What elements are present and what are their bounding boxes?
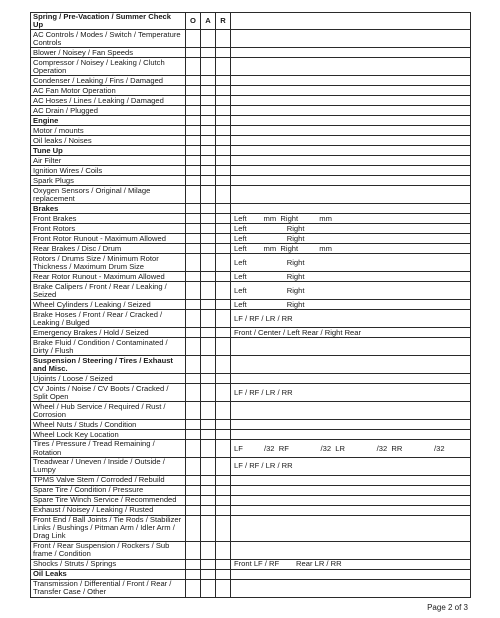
table-row: [31, 214, 471, 224]
o-checkbox-cell[interactable]: [186, 48, 201, 58]
notes-cell[interactable]: [231, 420, 471, 430]
table-row: [31, 310, 471, 328]
o-checkbox-cell[interactable]: [186, 485, 201, 495]
inspection-item: Wheel Nuts / Studs / Condition: [31, 420, 186, 430]
notes-prompt: Left Right: [234, 233, 305, 243]
inspection-item: AC Hoses / Lines / Leaking / Damaged: [31, 96, 186, 106]
table-row: [31, 485, 471, 495]
section-title: Oil Leaks: [31, 569, 186, 579]
table-row: [31, 430, 471, 440]
a-checkbox-cell[interactable]: [201, 282, 216, 300]
table-row: [31, 86, 471, 96]
a-checkbox-cell[interactable]: [201, 214, 216, 224]
notes-cell[interactable]: [231, 541, 471, 559]
table-row: [31, 272, 471, 282]
o-checkbox-cell[interactable]: [186, 356, 201, 374]
a-checkbox-cell[interactable]: [201, 495, 216, 505]
table-row: [31, 282, 471, 300]
o-checkbox-cell[interactable]: [186, 234, 201, 244]
notes-cell[interactable]: [231, 30, 471, 48]
table-row: [31, 166, 471, 176]
r-checkbox-cell[interactable]: [216, 86, 231, 96]
r-checkbox-cell[interactable]: [216, 254, 231, 272]
a-checkbox-cell[interactable]: [201, 475, 216, 485]
inspection-item: Ignition Wires / Coils: [31, 166, 186, 176]
o-checkbox-cell[interactable]: [186, 126, 201, 136]
notes-cell[interactable]: [231, 430, 471, 440]
r-checkbox-cell[interactable]: [216, 96, 231, 106]
a-checkbox-cell[interactable]: [201, 402, 216, 420]
a-checkbox-cell[interactable]: [201, 48, 216, 58]
a-checkbox-cell[interactable]: [201, 310, 216, 328]
r-checkbox-cell[interactable]: [216, 186, 231, 204]
a-checkbox-cell[interactable]: [201, 176, 216, 186]
a-checkbox-cell[interactable]: [201, 515, 216, 541]
notes-cell[interactable]: [231, 146, 471, 156]
o-checkbox-cell[interactable]: [186, 475, 201, 485]
notes-cell[interactable]: [231, 106, 471, 116]
notes-cell[interactable]: [231, 126, 471, 136]
r-checkbox-cell[interactable]: [216, 214, 231, 224]
o-checkbox-cell[interactable]: [186, 569, 201, 579]
notes-cell[interactable]: [231, 86, 471, 96]
table-row: [31, 234, 471, 244]
inspection-item: Air Filter: [31, 156, 186, 166]
notes-prompt: Left Right: [234, 271, 305, 281]
o-checkbox-cell[interactable]: [186, 116, 201, 126]
section-row: [31, 146, 471, 156]
a-checkbox-cell[interactable]: [201, 186, 216, 204]
inspection-item: TPMS Valve Stem / Corroded / Rebuild: [31, 475, 186, 485]
r-checkbox-cell[interactable]: [216, 384, 231, 402]
r-checkbox-cell[interactable]: [216, 338, 231, 356]
a-checkbox-cell[interactable]: [201, 244, 216, 254]
r-checkbox-cell[interactable]: [216, 579, 231, 597]
notes-prompt: Front / Center / Left Rear / Right Rear: [234, 327, 362, 337]
notes-prompt: Left mm Right mm: [234, 213, 332, 223]
o-checkbox-cell[interactable]: [186, 402, 201, 420]
o-checkbox-cell[interactable]: [186, 106, 201, 116]
r-checkbox-cell[interactable]: [216, 204, 231, 214]
table-row: [31, 224, 471, 234]
inspection-item: AC Controls / Modes / Switch / Temperature Controls: [31, 30, 186, 48]
o-checkbox-cell[interactable]: [186, 300, 201, 310]
a-checkbox-cell[interactable]: [201, 204, 216, 214]
notes-cell[interactable]: [231, 96, 471, 106]
notes-prompt: Front LF / RF Rear LR / RR: [234, 559, 342, 569]
a-checkbox-cell[interactable]: [201, 300, 216, 310]
table-row: [31, 420, 471, 430]
item-column-header: Spring / Pre-Vacation / Summer Check Up: [31, 13, 186, 30]
o-checkbox-cell[interactable]: [186, 214, 201, 224]
notes-cell[interactable]: [231, 440, 471, 457]
inspection-item: Rear Rotor Runout - Maximum Allowed: [31, 272, 186, 282]
table-row: [31, 384, 471, 402]
inspection-item: Rear Brakes / Disc / Drum: [31, 244, 186, 254]
o-checkbox-cell[interactable]: [186, 430, 201, 440]
notes-prompt: LF /32 RF /32 LR /32 RR /32: [234, 443, 445, 453]
a-checkbox-cell[interactable]: [201, 136, 216, 146]
o-checkbox-cell[interactable]: [186, 204, 201, 214]
inspection-item: Brake Fluid / Condition / Contaminated / Dirty / Flush: [31, 338, 186, 356]
notes-cell[interactable]: [231, 569, 471, 579]
table-row: [31, 338, 471, 356]
section-row: [31, 116, 471, 126]
notes-prompt: LF / RF / LR / RR: [234, 313, 293, 323]
a-checkbox-cell[interactable]: [201, 338, 216, 356]
notes-cell[interactable]: [231, 58, 471, 76]
r-checkbox-cell[interactable]: [216, 475, 231, 485]
r-checkbox-cell[interactable]: [216, 224, 231, 234]
o-checkbox-cell[interactable]: [186, 440, 201, 457]
r-checkbox-cell[interactable]: [216, 234, 231, 244]
table-row: [31, 495, 471, 505]
r-checkbox-cell[interactable]: [216, 300, 231, 310]
r-checkbox-cell[interactable]: [216, 272, 231, 282]
o-checkbox-cell[interactable]: [186, 541, 201, 559]
a-checkbox-cell[interactable]: [201, 166, 216, 176]
inspection-item: Ujoints / Loose / Seized: [31, 374, 186, 384]
a-checkbox-cell[interactable]: [201, 156, 216, 166]
inspection-item: Wheel / Hub Service / Required / Rust / Corrosion: [31, 402, 186, 420]
inspection-item: Front Rotors: [31, 224, 186, 234]
r-checkbox-cell[interactable]: [216, 328, 231, 338]
notes-cell[interactable]: [231, 505, 471, 515]
inspection-item: Oil leaks / Noises: [31, 136, 186, 146]
inspection-item: Front Rotor Runout - Maximum Allowed: [31, 234, 186, 244]
notes-prompt: Left Right: [234, 299, 305, 309]
a-checkbox-cell[interactable]: [201, 106, 216, 116]
section-row: [31, 204, 471, 214]
r-checkbox-cell[interactable]: [216, 457, 231, 475]
r-checkbox-cell[interactable]: [216, 310, 231, 328]
notes-cell[interactable]: [231, 485, 471, 495]
inspection-item: AC Fan Motor Operation: [31, 86, 186, 96]
inspection-item: CV Joints / Noise / CV Boots / Cracked / Split Open: [31, 384, 186, 402]
inspection-table: [30, 12, 471, 598]
notes-prompt: Left Right: [234, 257, 305, 267]
o-column-header: O: [186, 13, 201, 30]
a-checkbox-cell[interactable]: [201, 272, 216, 282]
a-checkbox-cell[interactable]: [201, 76, 216, 86]
notes-prompt: Left Right: [234, 285, 305, 295]
table-row: [31, 541, 471, 559]
a-checkbox-cell[interactable]: [201, 569, 216, 579]
notes-cell[interactable]: [231, 374, 471, 384]
r-checkbox-cell[interactable]: [216, 541, 231, 559]
notes-cell[interactable]: [231, 186, 471, 204]
a-checkbox-cell[interactable]: [201, 30, 216, 48]
table-row: [31, 126, 471, 136]
table-row: [31, 440, 471, 457]
inspection-item: Oxygen Sensors / Original / Milage replacement: [31, 186, 186, 204]
r-checkbox-cell[interactable]: [216, 505, 231, 515]
inspection-item: Motor / mounts: [31, 126, 186, 136]
section-row: [31, 569, 471, 579]
r-checkbox-cell[interactable]: [216, 282, 231, 300]
inspection-item: Transmission / Differential / Front / Rear / Transfer Case / Other: [31, 579, 186, 597]
a-checkbox-cell[interactable]: [201, 420, 216, 430]
o-checkbox-cell[interactable]: [186, 272, 201, 282]
o-checkbox-cell[interactable]: [186, 58, 201, 76]
notes-cell[interactable]: [231, 166, 471, 176]
inspection-item: AC Drain / Plugged: [31, 106, 186, 116]
a-checkbox-cell[interactable]: [201, 96, 216, 106]
a-checkbox-cell[interactable]: [201, 254, 216, 272]
r-checkbox-cell[interactable]: [216, 374, 231, 384]
notes-prompt: Left Right: [234, 223, 305, 233]
o-checkbox-cell[interactable]: [186, 579, 201, 597]
notes-cell[interactable]: [231, 356, 471, 374]
notes-cell[interactable]: [231, 48, 471, 58]
a-checkbox-cell[interactable]: [201, 374, 216, 384]
header-row: [31, 13, 471, 30]
notes-prompt: Left mm Right mm: [234, 243, 332, 253]
a-checkbox-cell[interactable]: [201, 86, 216, 96]
inspection-item: Brake Hoses / Front / Rear / Cracked / Leaking / Bulged: [31, 310, 186, 328]
a-checkbox-cell[interactable]: [201, 440, 216, 457]
table-row: [31, 374, 471, 384]
notes-prompt: LF / RF / LR / RR: [234, 387, 293, 397]
table-row: [31, 76, 471, 86]
o-checkbox-cell[interactable]: [186, 146, 201, 156]
r-checkbox-cell[interactable]: [216, 116, 231, 126]
inspection-item: Brake Calipers / Front / Rear / Leaking / Seized: [31, 282, 186, 300]
inspection-item: Spare Tire Winch Service / Recommended: [31, 495, 186, 505]
notes-cell[interactable]: [231, 76, 471, 86]
o-checkbox-cell[interactable]: [186, 166, 201, 176]
notes-cell[interactable]: [231, 176, 471, 186]
notes-cell[interactable]: [231, 136, 471, 146]
table-row: [31, 457, 471, 475]
notes-cell[interactable]: [231, 300, 471, 310]
section-title: Brakes: [31, 204, 186, 214]
table-row: [31, 48, 471, 58]
section-row: [31, 356, 471, 374]
a-checkbox-cell[interactable]: [201, 430, 216, 440]
inspection-sheet: [30, 12, 470, 598]
inspection-item: Spark Plugs: [31, 176, 186, 186]
inspection-item: Rotors / Drums Size / Minimum Rotor Thickness / Maximum Drum Size: [31, 254, 186, 272]
table-row: [31, 559, 471, 569]
table-row: [31, 579, 471, 597]
r-checkbox-cell[interactable]: [216, 356, 231, 374]
o-checkbox-cell[interactable]: [186, 338, 201, 356]
r-checkbox-cell[interactable]: [216, 106, 231, 116]
table-row: [31, 106, 471, 116]
notes-prompt: LF / RF / LR / RR: [234, 461, 293, 471]
r-checkbox-cell[interactable]: [216, 402, 231, 420]
r-checkbox-cell[interactable]: [216, 495, 231, 505]
notes-cell[interactable]: [231, 204, 471, 214]
notes-cell[interactable]: [231, 156, 471, 166]
notes-cell[interactable]: [231, 384, 471, 402]
notes-cell[interactable]: [231, 495, 471, 505]
inspection-item: Exhaust / Noisey / Leaking / Rusted: [31, 505, 186, 515]
r-checkbox-cell[interactable]: [216, 30, 231, 48]
notes-cell[interactable]: [231, 515, 471, 541]
inspection-item: Condenser / Leaking / Fins / Damaged: [31, 76, 186, 86]
r-checkbox-cell[interactable]: [216, 76, 231, 86]
a-checkbox-cell[interactable]: [201, 234, 216, 244]
a-checkbox-cell[interactable]: [201, 116, 216, 126]
r-checkbox-cell[interactable]: [216, 244, 231, 254]
o-checkbox-cell[interactable]: [186, 374, 201, 384]
notes-cell[interactable]: [231, 244, 471, 254]
inspection-item: Compressor / Noisey / Leaking / Clutch Operation: [31, 58, 186, 76]
notes-cell[interactable]: [231, 402, 471, 420]
a-checkbox-cell[interactable]: [201, 58, 216, 76]
table-row: [31, 254, 471, 272]
o-checkbox-cell[interactable]: [186, 495, 201, 505]
notes-cell[interactable]: [231, 579, 471, 597]
notes-cell[interactable]: [231, 457, 471, 475]
inspection-item: Shocks / Struts / Springs: [31, 559, 186, 569]
inspection-item: Treadwear / Uneven / Inside / Outside / Lumpy: [31, 457, 186, 475]
section-title: Tune Up: [31, 146, 186, 156]
r-checkbox-cell[interactable]: [216, 136, 231, 146]
table-row: [31, 136, 471, 146]
r-checkbox-cell[interactable]: [216, 430, 231, 440]
a-checkbox-cell[interactable]: [201, 541, 216, 559]
a-checkbox-cell[interactable]: [201, 579, 216, 597]
r-column-header: R: [216, 13, 231, 30]
inspection-item: Front / Rear Suspension / Rockers / Sub frame / Condition: [31, 541, 186, 559]
o-checkbox-cell[interactable]: [186, 384, 201, 402]
inspection-rows: [31, 30, 471, 597]
o-checkbox-cell[interactable]: [186, 76, 201, 86]
notes-cell[interactable]: [231, 559, 471, 569]
o-checkbox-cell[interactable]: [186, 515, 201, 541]
notes-cell[interactable]: [231, 214, 471, 224]
o-checkbox-cell[interactable]: [186, 310, 201, 328]
r-checkbox-cell[interactable]: [216, 420, 231, 430]
inspection-item: Front Brakes: [31, 214, 186, 224]
o-checkbox-cell[interactable]: [186, 457, 201, 475]
o-checkbox-cell[interactable]: [186, 254, 201, 272]
notes-cell[interactable]: [231, 272, 471, 282]
table-row: [31, 475, 471, 485]
a-checkbox-cell[interactable]: [201, 485, 216, 495]
inspection-item: Front End / Ball Joints / Tie Rods / Stabilizer Links / Bushings / Pitman Arm / Idler Arm / Drag Link: [31, 515, 186, 541]
r-checkbox-cell[interactable]: [216, 559, 231, 569]
r-checkbox-cell[interactable]: [216, 48, 231, 58]
notes-cell[interactable]: [231, 310, 471, 328]
notes-cell[interactable]: [231, 282, 471, 300]
a-checkbox-cell[interactable]: [201, 126, 216, 136]
a-checkbox-cell[interactable]: [201, 328, 216, 338]
r-checkbox-cell[interactable]: [216, 166, 231, 176]
section-title: Engine: [31, 116, 186, 126]
table-row: [31, 505, 471, 515]
o-checkbox-cell[interactable]: [186, 505, 201, 515]
r-checkbox-cell[interactable]: [216, 58, 231, 76]
o-checkbox-cell[interactable]: [186, 420, 201, 430]
notes-cell[interactable]: [231, 338, 471, 356]
a-column-header: A: [201, 13, 216, 30]
o-checkbox-cell[interactable]: [186, 559, 201, 569]
table-row: [31, 244, 471, 254]
notes-cell[interactable]: [231, 234, 471, 244]
inspection-item: Tires / Pressure / Tread Remaining / Rotation: [31, 440, 186, 457]
table-row: [31, 402, 471, 420]
table-row: [31, 176, 471, 186]
a-checkbox-cell[interactable]: [201, 384, 216, 402]
o-checkbox-cell[interactable]: [186, 328, 201, 338]
notes-cell[interactable]: [231, 116, 471, 126]
table-row: [31, 30, 471, 48]
table-row: [31, 300, 471, 310]
r-checkbox-cell[interactable]: [216, 146, 231, 156]
section-title: Suspension / Steering / Tires / Exhaust and Misc.: [31, 356, 186, 374]
notes-cell[interactable]: [231, 328, 471, 338]
o-checkbox-cell[interactable]: [186, 156, 201, 166]
o-checkbox-cell[interactable]: [186, 244, 201, 254]
table-row: [31, 515, 471, 541]
inspection-item: Spare Tire / Condition / Pressure: [31, 485, 186, 495]
o-checkbox-cell[interactable]: [186, 96, 201, 106]
o-checkbox-cell[interactable]: [186, 136, 201, 146]
a-checkbox-cell[interactable]: [201, 457, 216, 475]
inspection-item: Blower / Noisey / Fan Speeds: [31, 48, 186, 58]
table-row: [31, 328, 471, 338]
a-checkbox-cell[interactable]: [201, 146, 216, 156]
notes-column-header: [231, 13, 471, 30]
r-checkbox-cell[interactable]: [216, 126, 231, 136]
r-checkbox-cell[interactable]: [216, 515, 231, 541]
r-checkbox-cell[interactable]: [216, 440, 231, 457]
r-checkbox-cell[interactable]: [216, 176, 231, 186]
o-checkbox-cell[interactable]: [186, 224, 201, 234]
a-checkbox-cell[interactable]: [201, 356, 216, 374]
page-number: Page 2 of 3: [427, 603, 468, 612]
notes-cell[interactable]: [231, 254, 471, 272]
a-checkbox-cell[interactable]: [201, 559, 216, 569]
r-checkbox-cell[interactable]: [216, 156, 231, 166]
table-row: [31, 156, 471, 166]
o-checkbox-cell[interactable]: [186, 30, 201, 48]
o-checkbox-cell[interactable]: [186, 176, 201, 186]
r-checkbox-cell[interactable]: [216, 569, 231, 579]
notes-cell[interactable]: [231, 224, 471, 234]
o-checkbox-cell[interactable]: [186, 86, 201, 96]
o-checkbox-cell[interactable]: [186, 186, 201, 204]
a-checkbox-cell[interactable]: [201, 505, 216, 515]
inspection-item: Wheel Lock Key Location: [31, 430, 186, 440]
inspection-item: Emergency Brakes / Hold / Seized: [31, 328, 186, 338]
o-checkbox-cell[interactable]: [186, 282, 201, 300]
r-checkbox-cell[interactable]: [216, 485, 231, 495]
inspection-item: Wheel Cylinders / Leaking / Seized: [31, 300, 186, 310]
table-row: [31, 96, 471, 106]
table-row: [31, 58, 471, 76]
a-checkbox-cell[interactable]: [201, 224, 216, 234]
table-row: [31, 186, 471, 204]
notes-cell[interactable]: [231, 475, 471, 485]
